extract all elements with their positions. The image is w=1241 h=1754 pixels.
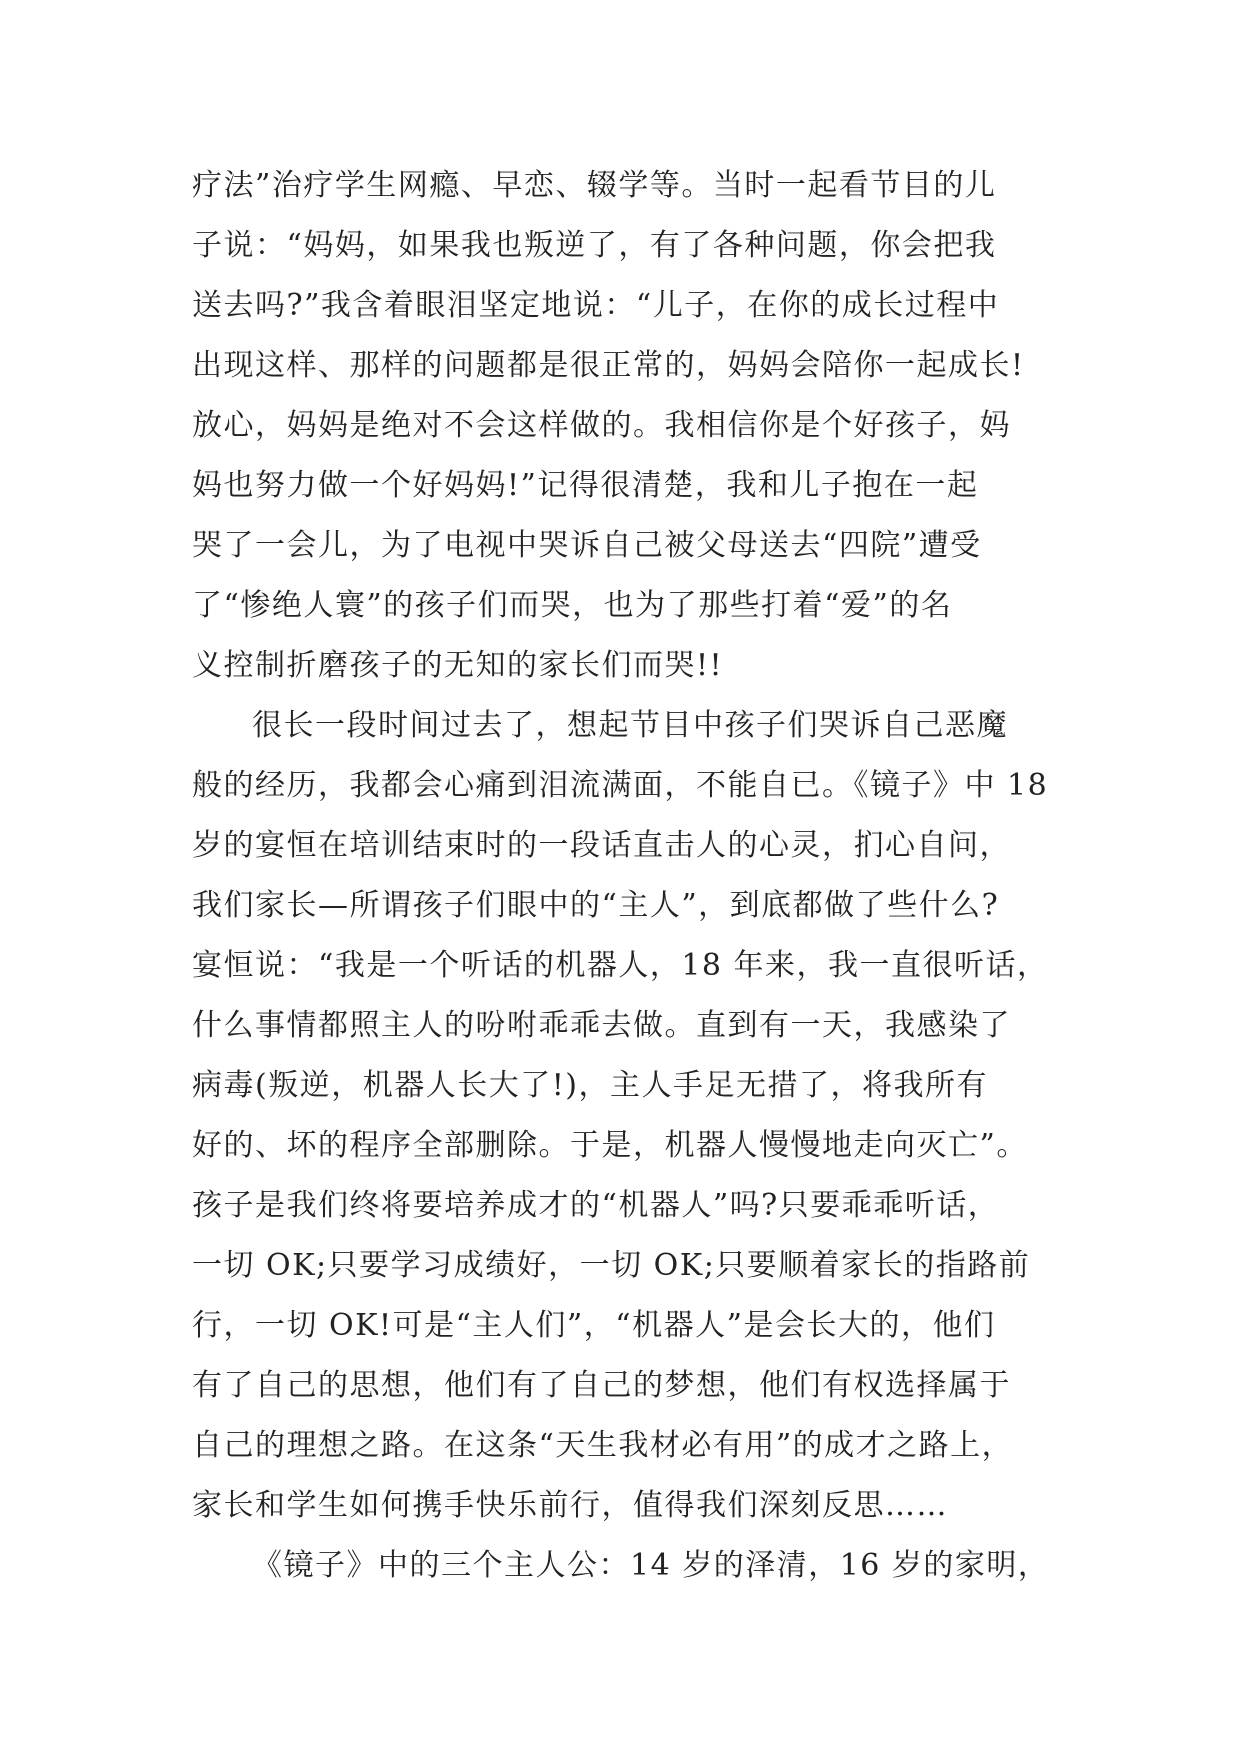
paragraph-first-line: 《镜子》中的三个主人公：14 岁的泽清，16 岁的家明， xyxy=(252,1548,1050,1583)
text-line: 好的、坏的程序全部删除。于是，机器人慢慢地走向灭亡”。 xyxy=(192,1128,1028,1163)
text-line: 什么事情都照主人的吩咐乖乖去做。直到有一天，我感染了 xyxy=(192,1008,1011,1043)
text-line: 义控制折磨孩子的无知的家长们而哭!! xyxy=(192,648,724,683)
text-line: 家长和学生如何携手快乐前行，值得我们深刻反思…… xyxy=(192,1488,948,1523)
body-text xyxy=(192,156,1072,1596)
text-line: 孩子是我们终将要培养成才的“机器人”吗?只要乖乖听话， xyxy=(192,1188,1000,1223)
text-line: 自己的理想之路。在这条“天生我材必有用”的成才之路上， xyxy=(192,1428,1014,1463)
text-line: 病毒(叛逆，机器人长大了!)，主人手足无措了，将我所有 xyxy=(192,1068,988,1103)
text-line: 岁的宴恒在培训结束时的一段话直击人的心灵，扪心自问， xyxy=(192,828,1011,863)
text-line: 妈也努力做一个好妈妈!”记得很清楚，我和儿子抱在一起 xyxy=(192,468,979,503)
text-line: 了“惨绝人寰”的孩子们而哭，也为了那些打着“爱”的名 xyxy=(192,588,953,623)
text-line: 宴恒说：“我是一个听话的机器人，18 年来，我一直很听话， xyxy=(192,948,1049,983)
text-line: 送去吗?”我含着眼泪坚定地说：“儿子，在你的成长过程中 xyxy=(192,288,1000,323)
text-line: 有了自己的思想，他们有了自己的梦想，他们有权选择属于 xyxy=(192,1368,1011,1403)
text-line: 行，一切 OK!可是“主人们”，“机器人”是会长大的，他们 xyxy=(192,1308,996,1343)
paragraph-first-line: 很长一段时间过去了，想起节目中孩子们哭诉自己恶魔 xyxy=(252,708,1008,743)
text-line: 一切 OK;只要学习成绩好，一切 OK;只要顺着家长的指路前 xyxy=(192,1248,1031,1283)
text-line: 般的经历，我都会心痛到泪流满面，不能自已。《镜子》中 18 xyxy=(192,768,1049,803)
text-line: 疗法”治疗学生网瘾、早恋、辍学等。当时一起看节目的儿 xyxy=(192,168,997,203)
text-line: 放心，妈妈是绝对不会这样做的。我相信你是个好孩子，妈 xyxy=(192,408,1011,443)
text-line: 子说：“妈妈，如果我也叛逆了，有了各种问题，你会把我 xyxy=(192,228,997,263)
text-line: 我们家长—所谓孩子们眼中的“主人”，到底都做了些什么? xyxy=(192,888,1000,923)
text-line: 出现这样、那样的问题都是很正常的，妈妈会陪你一起成长! xyxy=(192,348,1025,383)
text-line: 哭了一会儿，为了电视中哭诉自己被父母送去“四院”遭受 xyxy=(192,528,982,563)
